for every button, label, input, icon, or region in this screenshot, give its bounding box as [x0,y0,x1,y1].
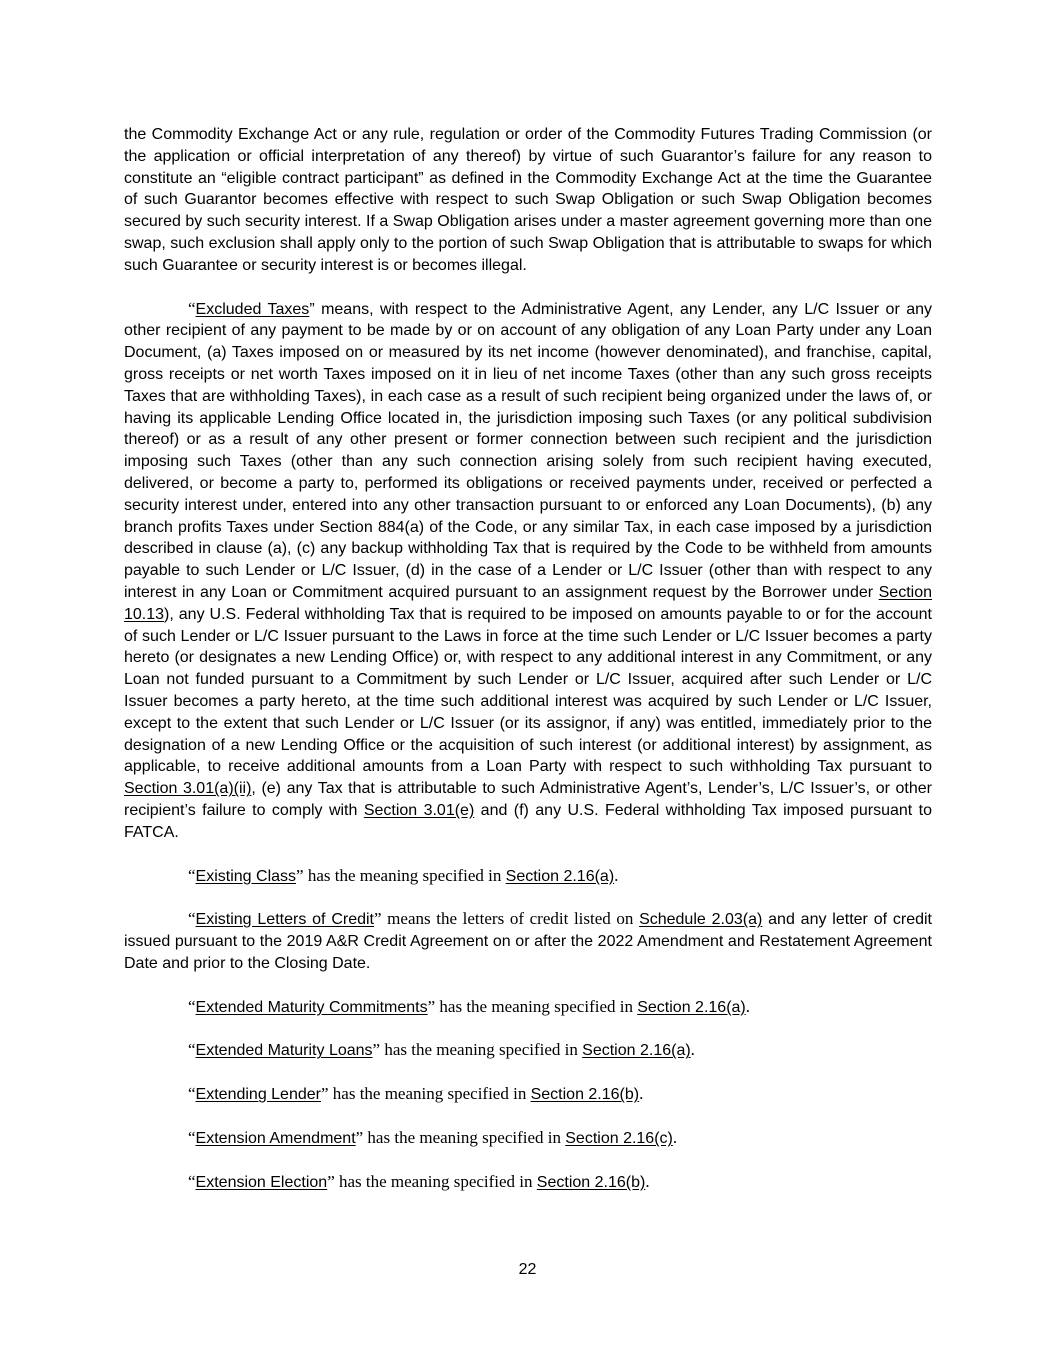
definition-text: and any letter of credit issued pursuant to the 2019 A&R Credit Agreement on or after the 2022 Amendment and Restatement Agreement Date and prior to the Closing Date. [124,911,932,972]
definition-end: . [639,1084,644,1104]
definition-text: ” has the meaning specified in [296,865,506,885]
section-reference: Section 2.16(a) [637,998,746,1016]
definition-text: ” means the letters of credit listed on [374,909,640,929]
definition-text: ” has the meaning specified in [355,1128,566,1148]
definition-text: ” means, with respect to the Administrative Agent, any Lender, any L/C Issuer or any other recipient of any payment to be made by or on account of any obligation of any Loan Party under any Loan Document, (a) Taxes imposed on or measured by its net income (however denominated), and franchise, capital, gross receipts or net worth Taxes imposed on it in lieu of net income Taxes (other than any such gross receipts Taxes that are withholding Taxes), in each case as a result of such recipient being organized under the laws of, or having its applicable Lending Office located in, the jurisdiction imposing such Taxes (or any political subdivision thereof) or as a result of any other present or former connection between such recipient and the jurisdiction imposing such Taxes (other than any such connection arising solely from such recipient having executed, delivered, or become a party to, performed its obligations or received payments under, received or perfected a security interest under, entered into any other transaction pursuant to or enforced any Loan Documents), (b) any branch profits Taxes under Section 884(a) of the Code, or any similar Tax, in each case imposed by a jurisdiction described in clause (a), (c) any backup withholding Tax that is required by the Code to be withheld from amounts payable to such Lender or L/C Issuer, (d) in the case of a Lender or L/C Issuer (other than with respect to any interest in any Loan or Commitment acquired pursuant to an assignment request by the Borrower under [124,300,932,601]
section-reference: Section 2.16(b) [536,1173,646,1191]
schedule-reference: Schedule 2.03(a) [639,911,763,929]
open-quote: “ [188,1084,196,1104]
defined-term: Excluded Taxes [195,300,310,318]
definition-extended-maturity-loans [124,1039,932,1062]
definition-extending-lender [124,1083,932,1106]
page-number: 22 [518,1261,537,1278]
open-quote: “ [188,909,196,929]
open-quote: “ [188,1128,196,1148]
definition-end: . [745,996,750,1016]
defined-term: Extension Amendment [195,1130,356,1148]
open-quote: “ [188,865,196,885]
definition-extended-maturity-commitments [124,996,932,1019]
open-quote: “ [188,1040,196,1060]
open-quote: “ [188,996,196,1016]
section-reference: Section 10.13 [124,583,932,623]
definition-end: . [645,1171,650,1191]
section-reference: Section 2.16(a) [505,867,615,885]
open-quote: “ [188,298,196,318]
definition-text: , (e) any Tax that is attributable to such Administrative Agent’s, Lender’s, L/C Issuer’s, or other recipient’s failure to comply with [124,780,932,819]
defined-term: Extended Maturity Commitments [195,998,428,1016]
paragraph-text: the Commodity Exchange Act or any rule, regulation or order of the Commodity Futures Trading Commission (or the application or official interpretation of any thereof) by virtue of such Guarantor’s failure for any reason to constitute an “eligible contract participant” as defined in the Commodity Exchange Act at the time the Guarantee of such Guarantor becomes effective with respect to such Swap Obligation or such Swap Obligation becomes secured by such security interest. If a Swap Obligation arises under a master agreement governing more than one swap, such exclusion shall apply only to the portion of such Swap Obligation that is attributable to swaps for which such Guarantee or security interest is or becomes illegal. [124,126,932,274]
definition-text: ” has the meaning specified in [327,1171,537,1191]
defined-term: Existing Letters of Credit [195,911,374,929]
definition-end: . [690,1040,695,1060]
defined-term: Extending Lender [195,1086,321,1104]
definition-text: and (f) any U.S. Federal withholding Tax imposed pursuant to FATCA. [124,801,932,841]
definition-excluded-taxes [124,298,932,844]
section-reference: Section 2.16(c) [565,1130,673,1148]
defined-term: Extension Election [195,1173,328,1191]
definition-extension-amendment [124,1127,932,1150]
definition-text: ” has the meaning specified in [427,996,638,1016]
definition-end: . [672,1128,678,1148]
section-reference: Section 3.01(a)(ii) [124,780,252,798]
definition-extension-election [124,1171,932,1194]
defined-term: Existing Class [195,867,297,885]
definition-existing-letters-of-credit [124,908,932,974]
open-quote: “ [188,1171,196,1191]
definition-text: ” has the meaning specified in [372,1040,583,1060]
definition-existing-class [124,865,932,888]
section-reference: Section 2.16(b) [530,1086,640,1104]
definition-text: ” has the meaning specified in [320,1084,531,1104]
section-reference: Section 2.16(a) [582,1042,691,1060]
section-reference: Section 3.01(e) [363,801,475,819]
defined-term: Extended Maturity Loans [195,1042,373,1060]
paragraph-commodity-exchange-continuation [124,124,932,277]
definition-text: ), any U.S. Federal withholding Tax that is required to be imposed on amounts payable to or for the account of such Lender or L/C Issuer pursuant to the Laws in force at the time such Lender or L/C Issuer becomes a party hereto (or designates a new Lending Office) or, with respect to any additional interest in any Commitment, or any Loan not funded pursuant to a Commitment by such Lender or L/C Issuer, acquired after such Lender or L/C Issuer becomes a party hereto, at the time such additional interest was acquired by such Lender or L/C Issuer, except to the extent that such Lender or L/C Issuer (or its assignor, if any) was entitled, immediately prior to the designation of a new Lending Office or the acquisition of such interest (or additional interest) by assignment, as applicable, to receive additional amounts from a Loan Party with respect to such withholding Tax pursuant to [124,605,932,776]
definition-end: . [614,865,619,885]
document-page [124,124,932,1215]
